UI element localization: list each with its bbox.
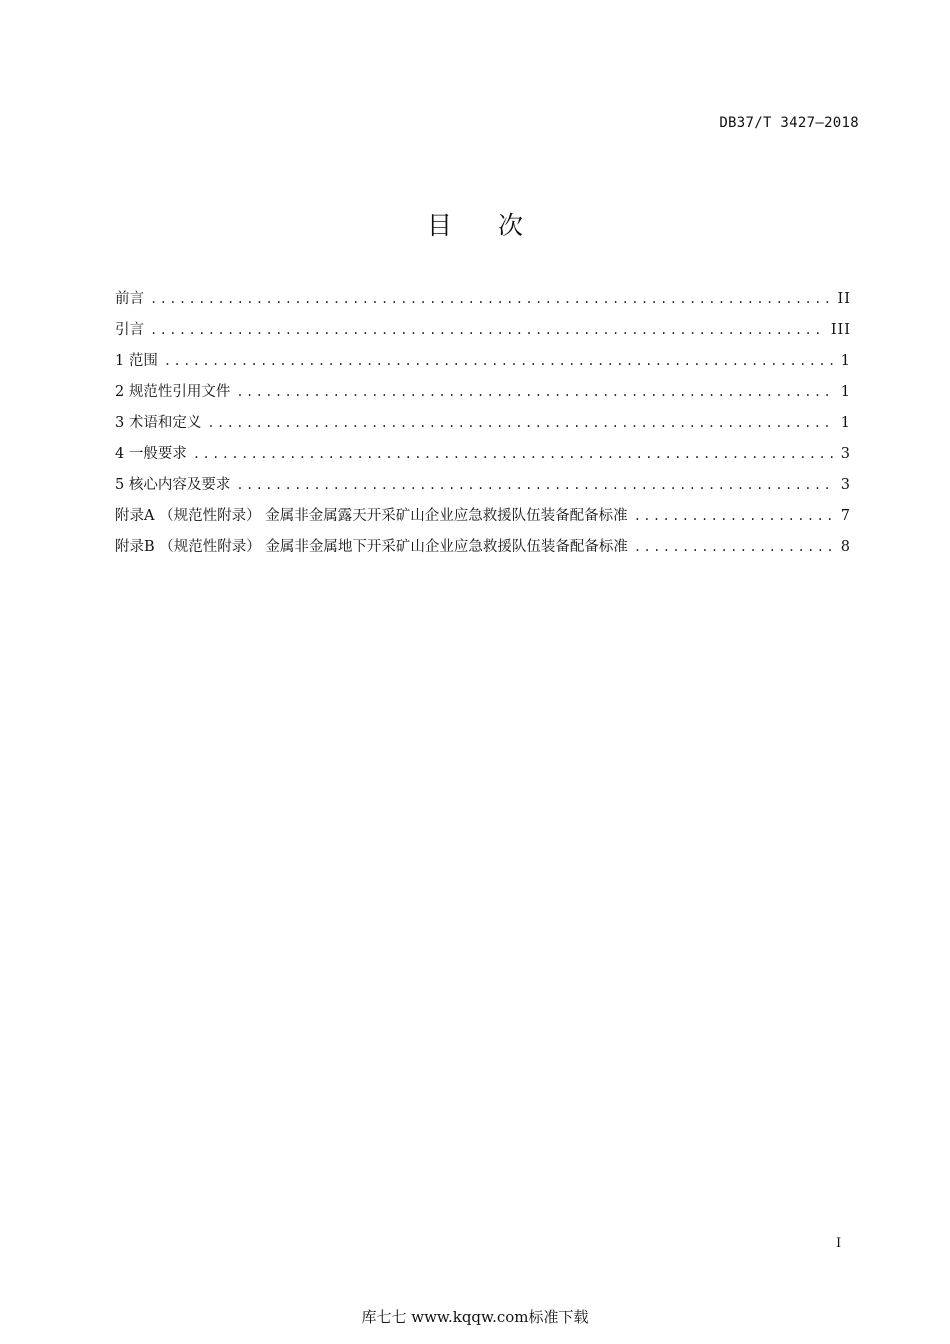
- toc-dot-leader: [236, 478, 834, 492]
- toc-entry-page: III: [830, 322, 851, 338]
- toc-dot-leader: [150, 292, 832, 306]
- toc-entry-foreword[interactable]: [115, 287, 851, 318]
- toc-dot-leader: [164, 354, 835, 368]
- toc-entry-label: 1 范围: [115, 353, 158, 369]
- toc-entry-label: 前言: [115, 291, 144, 307]
- toc-entry-page: 1: [840, 353, 851, 369]
- toc-entry-label: 附录A （规范性附录） 金属非金属露天开采矿山企业应急救援队伍装备配备标准: [115, 508, 628, 524]
- toc-entry-introduction[interactable]: [115, 318, 851, 349]
- toc-dot-leader: [634, 509, 835, 523]
- toc-entry-label: 附录B （规范性附录） 金属非金属地下开采矿山企业应急救援队伍装备配备标准: [115, 539, 628, 555]
- toc-title: 目次: [426, 211, 569, 240]
- toc-entry-page: II: [837, 291, 851, 307]
- toc-dot-leader: [634, 540, 835, 554]
- toc-entry-page: 7: [840, 508, 851, 524]
- page-number: I: [836, 1236, 842, 1251]
- toc-entry-page: 1: [840, 384, 851, 400]
- toc-entry-label: 5 核心内容及要求: [115, 477, 231, 493]
- toc-entry-scope[interactable]: [115, 349, 851, 380]
- toc-entry-label: 3 术语和定义: [115, 415, 202, 431]
- footer-watermark: 库七七 www.kqqw.com标准下载: [361, 1308, 589, 1326]
- toc-entry-page: 3: [840, 477, 851, 493]
- toc-entry-label: 引言: [115, 322, 144, 338]
- toc-dot-leader: [236, 385, 834, 399]
- toc-entry-terms-definitions[interactable]: [115, 411, 851, 442]
- toc-entry-normative-references[interactable]: [115, 380, 851, 411]
- toc-entry-label: 4 一般要求: [115, 446, 187, 462]
- toc-entry-label: 2 规范性引用文件: [115, 384, 231, 400]
- standard-code: DB37/T 3427—2018: [719, 115, 859, 131]
- toc-entry-general-requirements[interactable]: [115, 442, 851, 473]
- toc-entry-appendix-b[interactable]: [115, 535, 851, 566]
- table-of-contents: [115, 287, 851, 566]
- toc-dot-leader: [150, 323, 825, 337]
- toc-entry-page: 3: [840, 446, 851, 462]
- toc-entry-appendix-a[interactable]: [115, 504, 851, 535]
- toc-entry-core-requirements[interactable]: [115, 473, 851, 504]
- toc-entry-page: 1: [840, 415, 851, 431]
- toc-dot-leader: [193, 447, 835, 461]
- toc-entry-page: 8: [840, 539, 851, 555]
- toc-dot-leader: [207, 416, 834, 430]
